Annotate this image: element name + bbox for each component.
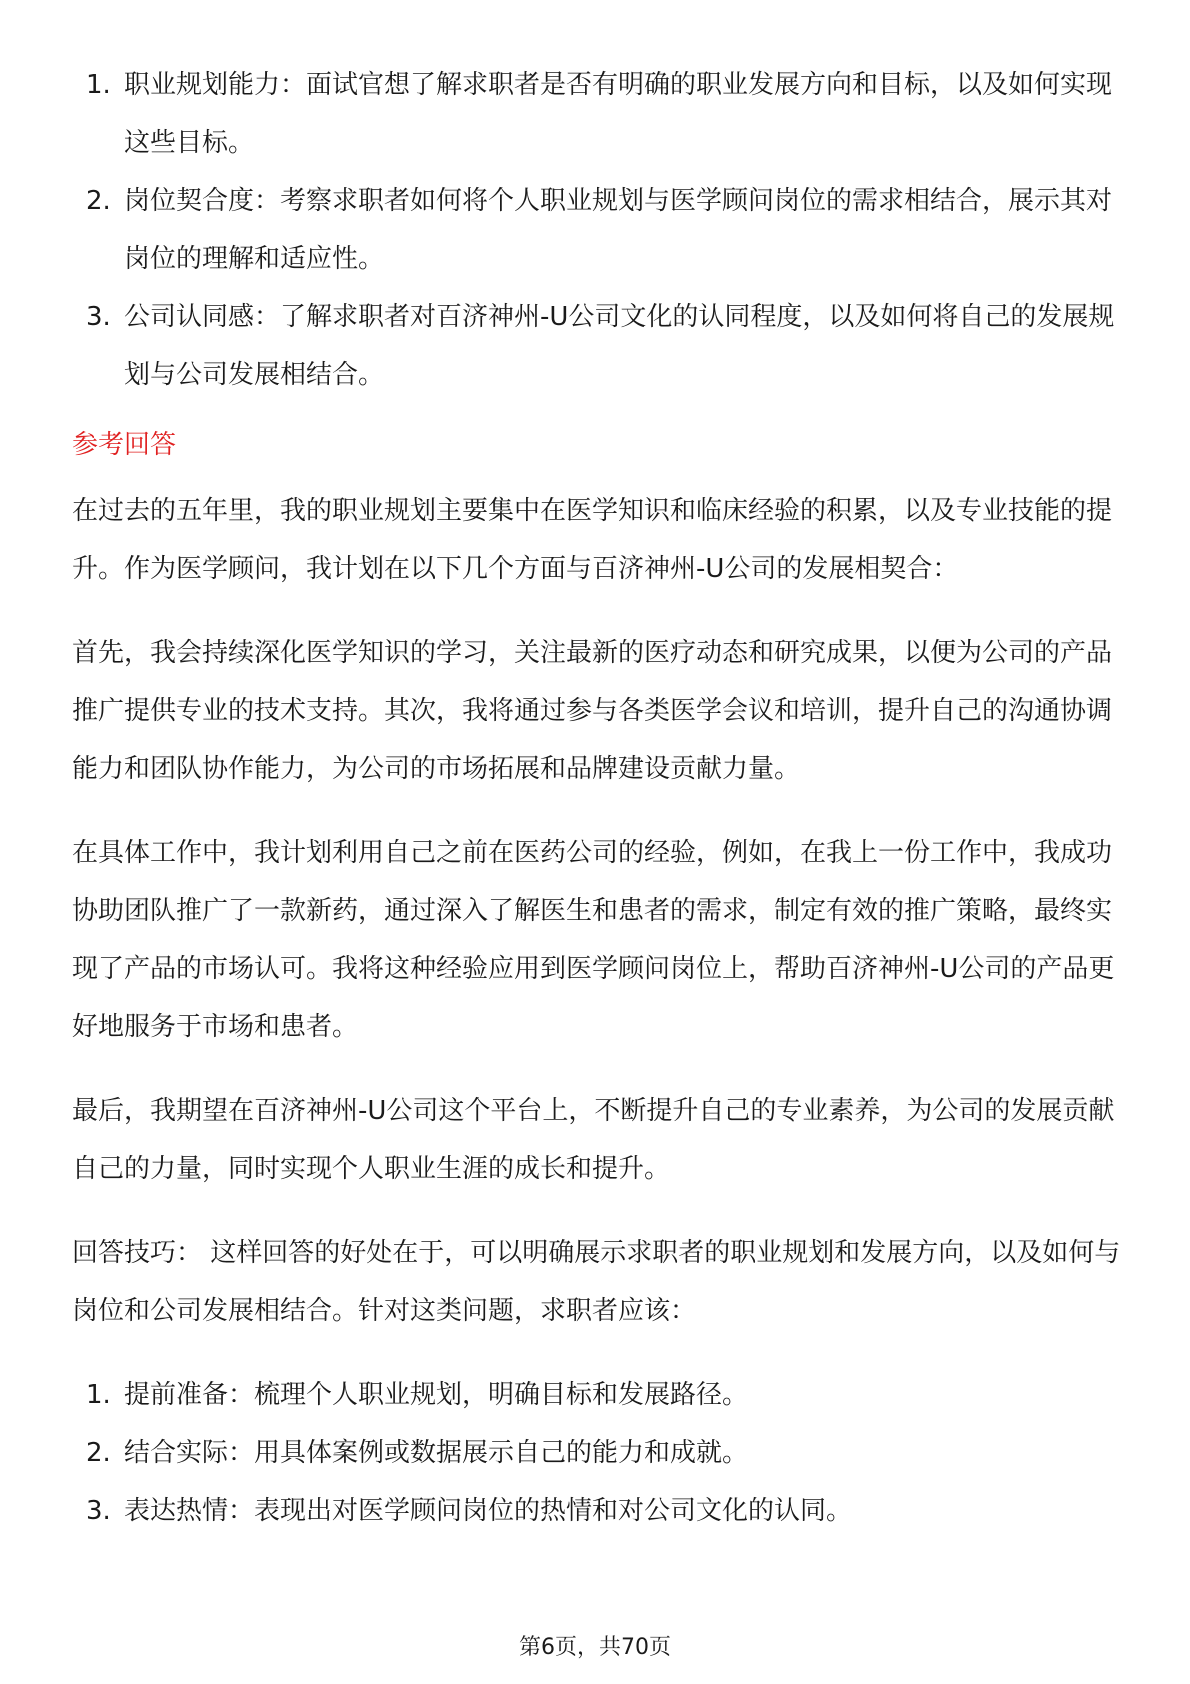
list-item-number: 1. <box>86 70 111 100</box>
list-item-text: 职业规划能力：面试官想了解求职者是否有明确的职业发展方向和目标，以及如何实现这些目标。 <box>124 70 1113 158</box>
list-item <box>72 1366 1122 1424</box>
answer-paragraph: 在具体工作中，我计划利用自己之前在医药公司的经验，例如，在我上一份工作中，我成功协助团队推广了一款新药，通过深入了解医生和患者的需求，制定有效的推广策略，最终实现了产品的市场认可。我将这种经验应用到医学顾问岗位上，帮助百济神州-U公司的产品更好地服务于市场和患者。 <box>72 838 1115 1042</box>
list-item-number: 3. <box>86 1496 111 1526</box>
list-item-number: 2. <box>86 186 111 216</box>
list-item <box>72 288 1122 404</box>
list-item <box>72 1424 1122 1482</box>
list-item-number: 2. <box>86 1438 111 1468</box>
list-item-number: 1. <box>86 1380 111 1410</box>
answer-paragraph: 在过去的五年里，我的职业规划主要集中在医学知识和临床经验的积累，以及专业技能的提升。作为医学顾问，我计划在以下几个方面与百济神州-U公司的发展相契合： <box>72 496 1113 584</box>
page-number-footer: 第6页，共70页 <box>519 1635 671 1660</box>
reference-answer-heading: 参考回答 <box>72 430 177 460</box>
list-item-text: 结合实际：用具体案例或数据展示自己的能力和成就。 <box>124 1438 749 1468</box>
page-content <box>72 56 1122 1540</box>
answer-tips-paragraph: 回答技巧： 这样回答的好处在于，可以明确展示求职者的职业规划和发展方向，以及如何与岗位和公司发展相结合。针对这类问题，求职者应该： <box>72 1238 1121 1326</box>
evaluation-points-list <box>72 56 1122 404</box>
list-item-text: 提前准备：梳理个人职业规划，明确目标和发展路径。 <box>124 1380 749 1410</box>
list-item-text: 表达热情：表现出对医学顾问岗位的热情和对公司文化的认同。 <box>124 1496 853 1526</box>
list-item <box>72 1482 1122 1540</box>
list-item-number: 3. <box>86 302 111 332</box>
answer-paragraph: 首先，我会持续深化医学知识的学习，关注最新的医疗动态和研究成果，以便为公司的产品推广提供专业的技术支持。其次，我将通过参与各类医学会议和培训，提升自己的沟通协调能力和团队协作能力，为公司的市场拓展和品牌建设贡献力量。 <box>72 638 1113 784</box>
list-item <box>72 172 1122 288</box>
answer-tips-list <box>72 1366 1122 1540</box>
answer-paragraph: 最后，我期望在百济神州-U公司这个平台上，不断提升自己的专业素养，为公司的发展贡献自己的力量，同时实现个人职业生涯的成长和提升。 <box>72 1096 1115 1184</box>
list-item <box>72 56 1122 172</box>
list-item-text: 公司认同感：了解求职者对百济神州-U公司文化的认同程度，以及如何将自己的发展规划与公司发展相结合。 <box>124 302 1115 390</box>
list-item-text: 岗位契合度：考察求职者如何将个人职业规划与医学顾问岗位的需求相结合，展示其对岗位的理解和适应性。 <box>124 186 1113 274</box>
